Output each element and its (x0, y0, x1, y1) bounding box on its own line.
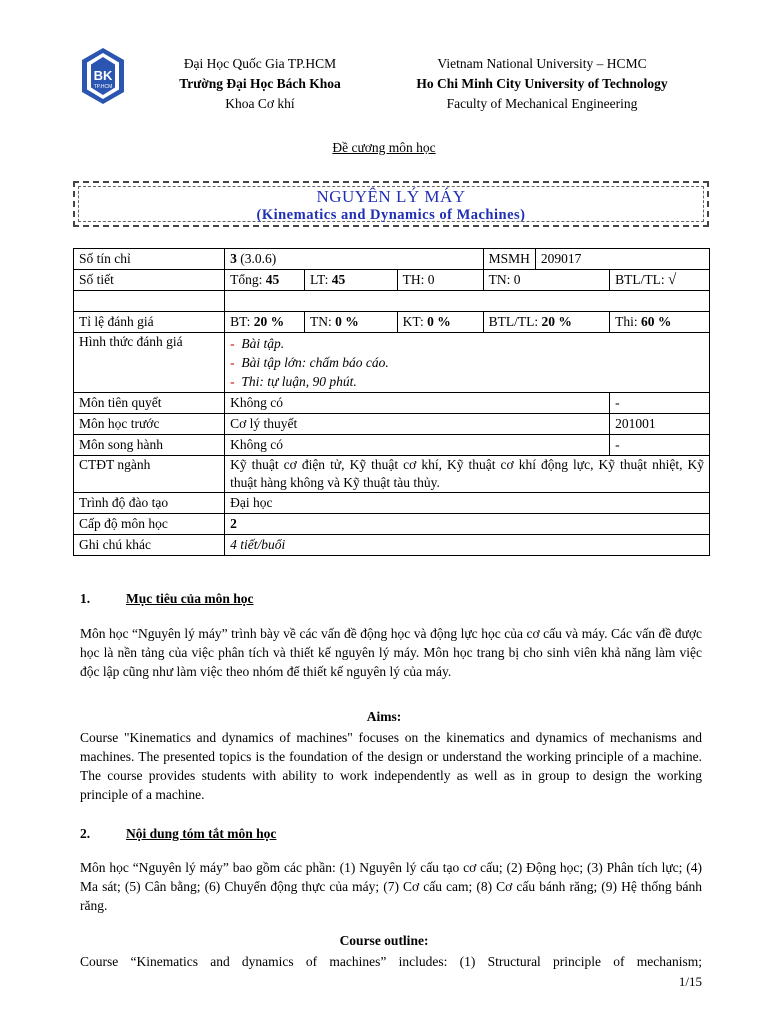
parallel-code: - (610, 435, 710, 456)
table-row (74, 270, 710, 291)
lt-label: LT: (310, 272, 332, 287)
list-item: - Bài tập lớn: chấm báo cáo. (230, 355, 389, 370)
credits-detail: (3.0.6) (236, 251, 277, 266)
section-1-title: Mục tiêu của môn học (126, 591, 254, 606)
thi-value: 60 % (641, 314, 672, 329)
vn-school: Trường Đại Học Bách Khoa (179, 76, 341, 91)
before-label: Môn học trước (74, 414, 225, 435)
prereq-code: - (610, 393, 710, 414)
table-row (74, 393, 710, 414)
aims-heading: Aims: (366, 709, 402, 724)
section-2-en-text: Course “Kinematics and dynamics of machines” includes: (1) Structural principle of mechanism; (80, 954, 702, 969)
table-row (74, 456, 710, 493)
btl-label: BTL/TL: (615, 272, 669, 287)
header-vietnamese (136, 54, 384, 114)
empty-cell (225, 291, 710, 312)
kt-label: KT: (402, 314, 428, 329)
list-item: - Thi: tự luận, 90 phút. (230, 374, 357, 389)
kt-value: 0 % (427, 314, 451, 329)
th-cell: TH: 0 (397, 270, 483, 291)
table-row (74, 312, 710, 333)
section-2-vn-text: Môn học “Nguyên lý máy” bao gồm các phần: (1) Nguyên lý cấu tạo cơ cấu; (2) Động học; (3) Phân tích lực; (4) Ma sát; (5) Cân bằng; (6) Chuyển động thực của máy; (7) Cơ cấu cam; (8) Cơ cấu bánh răng; (9) Hệ thống bánh răng. (80, 860, 702, 913)
section-1-heading (80, 589, 254, 608)
list-item: - Bài tập. (230, 336, 285, 351)
en-faculty: Faculty of Mechanical Engineering (446, 96, 638, 111)
total-label: Tổng: (230, 272, 266, 287)
logo-subtext: TP.HCM (93, 84, 113, 90)
tn-ratio-value: 0 % (335, 314, 359, 329)
eval-label: Hình thức đánh giá (74, 333, 225, 393)
total-cell (225, 270, 305, 291)
page-number: 1/15 (678, 974, 702, 989)
table-row (74, 535, 710, 556)
empty-cell (74, 291, 225, 312)
btl-cell (610, 270, 710, 291)
course-info-table (73, 248, 710, 556)
en-school: Ho Chi Minh City University of Technology (416, 76, 668, 91)
btltl-cell (483, 312, 610, 333)
tn-ratio-label: TN: (310, 314, 336, 329)
thi-cell (610, 312, 710, 333)
course-title-box (73, 181, 709, 227)
tn-cell: TN: 0 (483, 270, 610, 291)
btltl-label: BTL/TL: (488, 314, 542, 329)
note-label: Ghi chú khác (74, 535, 225, 556)
program-value: Kỹ thuật cơ điện tử, Kỹ thuật cơ khí, Kỹ thuật cơ khí động lực, Kỹ thuật nhiệt, Kỹ thuật hàng không và Kỹ thuật tàu thủy. (225, 456, 710, 493)
msmh-label: MSMH (483, 249, 535, 270)
check-mark-icon: √ (668, 272, 677, 288)
course-title-vn: NGUYÊN LÝ MÁY (316, 187, 466, 206)
prereq-label: Môn tiên quyết (74, 393, 225, 414)
section-1-en-text: Course "Kinematics and dynamics of machines" focuses on the kinematics and dynamics of mechanisms and machines. The presented topics is the foundation of the design or understand the working principle of a machine. The course provides students with ability to work independently as well as in group to design the working principle of a machine. (80, 730, 702, 802)
prereq-value: Không có (225, 393, 610, 414)
parallel-label: Môn song hành (74, 435, 225, 456)
bt-value: 20 % (253, 314, 285, 329)
lt-cell (305, 270, 398, 291)
table-row (74, 249, 710, 270)
credits-value: 3 (230, 251, 237, 266)
before-value: Cơ lý thuyết (225, 414, 610, 435)
header-english (392, 54, 692, 114)
tn-ratio-cell (305, 312, 398, 333)
msmh-value: 209017 (535, 249, 709, 270)
section-2-number: 2. (80, 826, 91, 841)
vn-university: Đại Học Quốc Gia TP.HCM (183, 56, 337, 71)
level-label: Trình độ đào tạo (74, 493, 225, 514)
credits-label: Số tín chỉ (74, 249, 225, 270)
grade-value: 2 (225, 514, 710, 535)
eval-list (225, 333, 710, 393)
section-1-vn-text: Môn học “Nguyên lý máy” trình bày về các vấn đề động học và động lực học của cơ cấu và máy. Các vấn đề được học là nền tảng của việc phân tích và thiết kế nguyên lý máy. Môn học trang bị cho sinh viên khả năng làm việc độc lập cũng như làm việc theo nhóm để thiết kế nguyên lý của máy. (80, 626, 702, 679)
kt-cell (397, 312, 483, 333)
table-row (74, 333, 710, 393)
lt-value: 45 (331, 272, 346, 287)
ratio-label: Tỉ lệ đánh giá (74, 312, 225, 333)
btltl-value: 20 % (541, 314, 572, 329)
section-1-number: 1. (80, 591, 91, 606)
before-code: 201001 (610, 414, 710, 435)
logo-text: BK (93, 68, 113, 83)
total-value: 45 (265, 272, 280, 287)
bt-cell (225, 312, 305, 333)
course-title-en: (Kinematics and Dynamics of Machines) (256, 207, 526, 223)
table-row (74, 414, 710, 435)
note-value: 4 tiết/buổi (225, 535, 710, 556)
outline-heading: Course outline: (339, 933, 429, 948)
table-row (74, 291, 710, 312)
vn-faculty: Khoa Cơ khí (225, 96, 295, 111)
thi-label: Thi: (615, 314, 642, 329)
parallel-value: Không có (225, 435, 610, 456)
program-label: CTĐT ngành (74, 456, 225, 493)
credits-value-cell (225, 249, 484, 270)
university-logo (80, 46, 126, 106)
level-value: Đại học (225, 493, 710, 514)
section-2-heading (80, 824, 276, 843)
section-2-title: Nội dung tóm tắt môn học (126, 826, 277, 841)
table-row (74, 435, 710, 456)
bt-label: BT: (230, 314, 254, 329)
table-row (74, 493, 710, 514)
en-university: Vietnam National University – HCMC (437, 56, 647, 71)
document-label: Đề cương môn học (332, 140, 436, 155)
periods-label: Số tiết (74, 270, 225, 291)
grade-label: Cấp độ môn học (74, 514, 225, 535)
table-row (74, 514, 710, 535)
